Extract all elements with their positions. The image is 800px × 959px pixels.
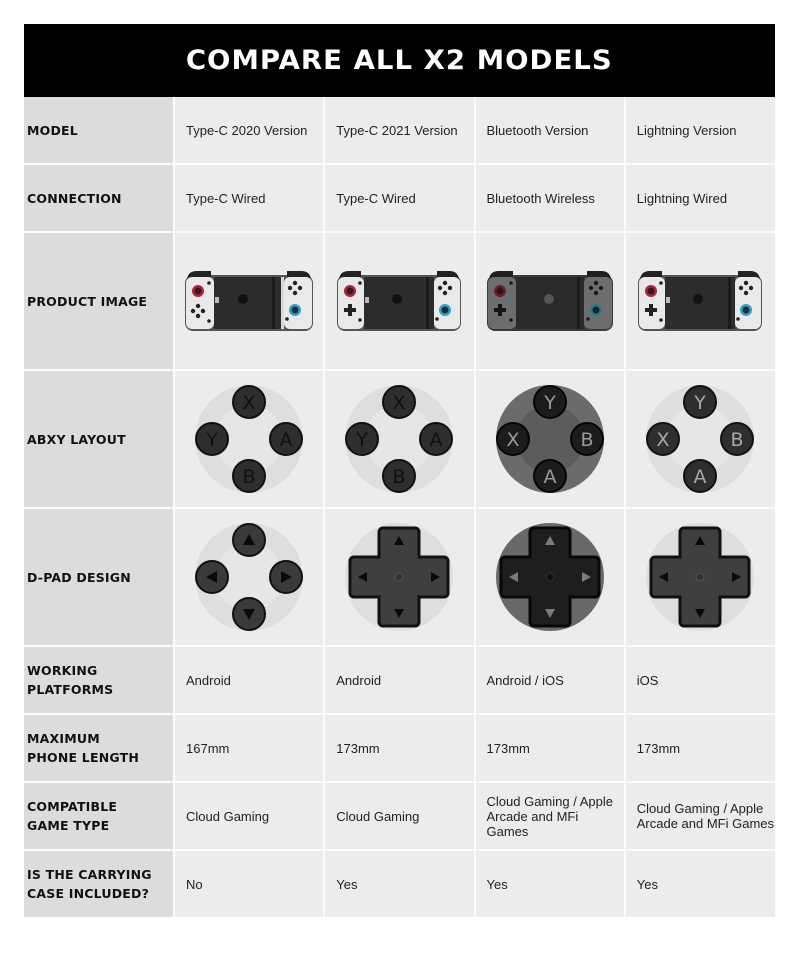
separate-dpad-buttons-icon bbox=[193, 521, 305, 633]
cell-connection-4: Lightning Wired bbox=[625, 164, 775, 232]
cell-model-4: Lightning Version bbox=[625, 97, 775, 164]
cell-model-3: Bluetooth Version bbox=[475, 97, 625, 164]
white-controller-cross-dpad-icon bbox=[335, 269, 463, 333]
cell-platforms-4: iOS bbox=[625, 646, 775, 714]
row-label: MODEL bbox=[24, 97, 174, 164]
cell-game-type-4: Cloud Gaming / Apple Arcade and MFi Games bbox=[625, 782, 775, 850]
cross-dpad-icon bbox=[343, 521, 455, 633]
cell-platforms-2: Android bbox=[324, 646, 474, 714]
row-label-line2: PLATFORMS bbox=[27, 682, 114, 697]
cell-case-4: Yes bbox=[625, 850, 775, 917]
row-model bbox=[24, 97, 775, 164]
row-carrying-case bbox=[24, 850, 775, 917]
row-dpad-design bbox=[24, 508, 775, 646]
svg-text:Y: Y bbox=[694, 392, 707, 414]
row-label-line1: IS THE CARRYING bbox=[27, 867, 152, 882]
cell-product-image-4 bbox=[625, 232, 775, 370]
svg-text:Y: Y bbox=[206, 429, 218, 451]
cell-case-1: No bbox=[174, 850, 324, 917]
svg-text:A: A bbox=[429, 429, 443, 451]
cell-abxy-2 bbox=[324, 370, 474, 508]
cross-dpad-dark-icon bbox=[494, 521, 606, 633]
svg-text:X: X bbox=[506, 429, 520, 451]
cell-dpad-3 bbox=[475, 508, 625, 646]
svg-text:B: B bbox=[242, 466, 256, 488]
cell-length-2: 173mm bbox=[324, 714, 474, 782]
svg-text:A: A bbox=[693, 466, 707, 488]
row-connection bbox=[24, 164, 775, 232]
row-label-line1: WORKING bbox=[27, 663, 98, 678]
cell-product-image-1 bbox=[174, 232, 324, 370]
gray-controller-cross-dpad-icon bbox=[485, 269, 615, 333]
svg-text:A: A bbox=[279, 429, 293, 451]
row-label: PRODUCT IMAGE bbox=[24, 232, 174, 370]
cell-platforms-1: Android bbox=[174, 646, 324, 714]
svg-text:X: X bbox=[392, 392, 406, 414]
cell-abxy-1 bbox=[174, 370, 324, 508]
cell-dpad-1 bbox=[174, 508, 324, 646]
comparison-chart bbox=[24, 24, 775, 917]
svg-text:B: B bbox=[730, 429, 744, 451]
page-title: COMPARE ALL X2 MODELS bbox=[186, 45, 613, 76]
cell-connection-1: Type-C Wired bbox=[174, 164, 324, 232]
row-working-platforms bbox=[24, 646, 775, 714]
row-abxy-layout bbox=[24, 370, 775, 508]
svg-text:Y: Y bbox=[356, 429, 369, 451]
row-label-line2: CASE INCLUDED? bbox=[27, 886, 150, 901]
cell-dpad-2 bbox=[324, 508, 474, 646]
cell-dpad-4 bbox=[625, 508, 775, 646]
title-banner bbox=[24, 24, 775, 97]
cell-game-type-2: Cloud Gaming bbox=[324, 782, 474, 850]
cell-case-3: Yes bbox=[475, 850, 625, 917]
cell-length-4: 173mm bbox=[625, 714, 775, 782]
row-label-line1: MAXIMUM bbox=[27, 731, 100, 746]
svg-text:X: X bbox=[242, 392, 256, 414]
cell-product-image-3 bbox=[475, 232, 625, 370]
comparison-table bbox=[24, 97, 775, 917]
svg-text:B: B bbox=[392, 466, 406, 488]
svg-text:X: X bbox=[656, 429, 670, 451]
row-label: D-PAD DESIGN bbox=[24, 508, 174, 646]
svg-text:A: A bbox=[543, 466, 557, 488]
abxy-buttons-icon bbox=[644, 383, 756, 495]
row-label: CONNECTION bbox=[24, 164, 174, 232]
cell-case-2: Yes bbox=[324, 850, 474, 917]
white-controller-cross-dpad-icon bbox=[636, 269, 764, 333]
row-phone-length bbox=[24, 714, 775, 782]
abxy-buttons-icon bbox=[343, 383, 455, 495]
row-label bbox=[24, 714, 174, 782]
abxy-buttons-icon bbox=[193, 383, 305, 495]
cross-dpad-icon bbox=[644, 521, 756, 633]
cell-connection-2: Type-C Wired bbox=[324, 164, 474, 232]
cell-connection-3: Bluetooth Wireless bbox=[475, 164, 625, 232]
cell-platforms-3: Android / iOS bbox=[475, 646, 625, 714]
cell-length-3: 173mm bbox=[475, 714, 625, 782]
row-product-image bbox=[24, 232, 775, 370]
cell-model-1: Type-C 2020 Version bbox=[174, 97, 324, 164]
svg-text:Y: Y bbox=[543, 392, 556, 414]
cell-game-type-3: Cloud Gaming / Apple Arcade and MFi Games bbox=[475, 782, 625, 850]
cell-game-type-1: Cloud Gaming bbox=[174, 782, 324, 850]
cell-model-2: Type-C 2021 Version bbox=[324, 97, 474, 164]
row-label bbox=[24, 782, 174, 850]
row-game-type bbox=[24, 782, 775, 850]
abxy-buttons-icon bbox=[494, 383, 606, 495]
cell-product-image-2 bbox=[324, 232, 474, 370]
row-label bbox=[24, 646, 174, 714]
svg-text:B: B bbox=[580, 429, 594, 451]
cell-abxy-4 bbox=[625, 370, 775, 508]
white-controller-button-dpad-icon bbox=[183, 269, 315, 333]
row-label: ABXY LAYOUT bbox=[24, 370, 174, 508]
cell-length-1: 167mm bbox=[174, 714, 324, 782]
cell-abxy-3 bbox=[475, 370, 625, 508]
row-label-line2: PHONE LENGTH bbox=[27, 750, 139, 765]
row-label-line1: COMPATIBLE bbox=[27, 799, 118, 814]
row-label-line2: GAME TYPE bbox=[27, 818, 110, 833]
row-label bbox=[24, 850, 174, 917]
